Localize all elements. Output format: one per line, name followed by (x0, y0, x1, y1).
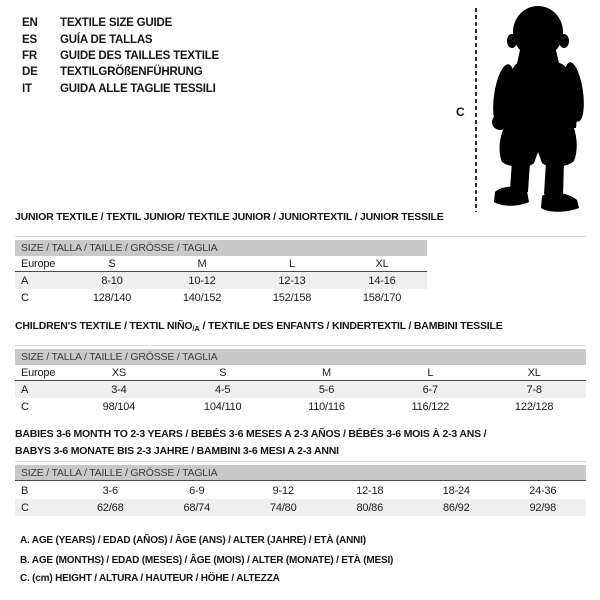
size-header-cell: L (378, 365, 482, 381)
language-row-es (22, 31, 219, 47)
value-cell: 9-12 (272, 484, 294, 497)
value-cell: 74/80 (240, 499, 327, 516)
value-cell: 14-16 (337, 272, 427, 290)
babies-title-line1: BABIES 3-6 MONTH TO 2-3 YEARS / BEBÉS 3-6 MESES A 2-3 AÑOS / BÉBÉS 3-6 MOIS À 2-3 ANS / (15, 428, 487, 440)
footnote-age-years: A. AGE (YEARS) / EDAD (AÑOS) / ÂGE (ANS) / ALTER (JAHRE) / ETÀ (ANNI) (20, 535, 366, 546)
language-code: EN (22, 17, 38, 30)
junior-height-row (15, 289, 427, 306)
size-header-cell: XS (67, 365, 171, 381)
value-cell: 110/116 (308, 400, 345, 413)
value-cell: 116/122 (411, 400, 450, 413)
value-cell: 7-8 (482, 381, 586, 399)
value-cell: 92/98 (500, 499, 587, 516)
value-cell: 152/158 (272, 291, 312, 304)
language-label: TEXTILE SIZE GUIDE (60, 17, 173, 30)
value-cell: 10-12 (157, 272, 247, 290)
babies-size-table (15, 482, 586, 516)
row-label-cell: A (15, 381, 67, 399)
height-measure-dashed-line (475, 8, 477, 212)
value-cell: 18-24 (442, 484, 470, 497)
value-cell: 104/110 (203, 400, 242, 413)
junior-age-row (15, 272, 427, 290)
value-cell: 122/128 (514, 400, 554, 413)
region-header-cell: Europe (15, 365, 67, 381)
children-height-row (15, 398, 586, 415)
language-row-de (22, 64, 219, 80)
row-label-cell: C (21, 400, 29, 413)
children-title-subscript: /A (192, 324, 200, 333)
value-cell: 128/140 (92, 291, 132, 304)
children-age-row (15, 381, 586, 399)
value-cell: 12-18 (356, 484, 384, 497)
children-size-table (15, 365, 586, 415)
value-cell: 62/68 (67, 499, 154, 516)
children-column-header-row (15, 365, 586, 381)
value-cell: 6-7 (378, 381, 482, 399)
language-label: TEXTILGRÖßENFÜHRUNG (60, 66, 203, 79)
language-code: FR (22, 49, 37, 62)
value-cell: 24-36 (529, 484, 557, 497)
children-title-post: / TEXTILE DES ENFANTS / KINDERTEXTIL / BAMBINI TESSILE (199, 320, 503, 332)
size-header-bar-children: SIZE / TALLA / TAILLE / GRÖSSE / TAGLIA (15, 349, 586, 365)
size-header-cell: M (157, 256, 247, 272)
babies-height-row (15, 499, 586, 516)
baby-silhouette-icon (482, 4, 594, 212)
size-header-cell: L (247, 256, 337, 272)
footnote-height-cm: C. (cm) HEIGHT / ALTURA / HAUTEUR / HÖHE / ALTEZZA (20, 573, 280, 584)
language-label: GUIDE DES TAILLES TEXTILE (60, 49, 219, 62)
section-title-junior: JUNIOR TEXTILE / TEXTIL JUNIOR/ TEXTILE JUNIOR / JUNIORTEXTIL / JUNIOR TESSILE (15, 211, 444, 223)
value-cell: 5-6 (275, 381, 379, 399)
section-title-children (15, 318, 503, 337)
divider-line (15, 345, 586, 346)
language-row-en (22, 15, 219, 31)
region-header-cell: Europe (15, 256, 67, 272)
row-label-cell: C (21, 291, 29, 304)
height-marker-label: C (456, 105, 465, 119)
value-cell: 86/92 (413, 499, 500, 516)
size-header-cell: S (67, 256, 157, 272)
language-label: GUÍA DE TALLAS (60, 33, 153, 46)
language-code: IT (22, 82, 32, 95)
value-cell: 80/86 (327, 499, 414, 516)
junior-size-table (15, 256, 427, 306)
size-header-cell: XL (482, 365, 586, 381)
language-row-it (22, 81, 219, 97)
junior-column-header-row (15, 256, 427, 272)
divider-line (15, 461, 586, 462)
value-cell: 6-9 (189, 484, 205, 497)
footnote-age-months: B. AGE (MONTHS) / EDAD (MESES) / ÂGE (MOIS) / ALTER (MONATE) / ETÀ (MESI) (20, 555, 394, 566)
size-header-bar-babies: SIZE / TALLA / TAILLE / GRÖSSE / TAGLIA (15, 465, 586, 481)
language-row-fr (22, 48, 219, 64)
value-cell: 140/152 (182, 291, 222, 304)
babies-months-row (15, 482, 586, 499)
value-cell: 8-10 (67, 272, 157, 290)
value-cell: 68/74 (154, 499, 241, 516)
value-cell: 3-6 (102, 484, 118, 497)
language-code: ES (22, 33, 37, 46)
value-cell: 12-13 (247, 272, 337, 290)
value-cell: 4-5 (171, 381, 275, 399)
value-cell: 3-4 (67, 381, 171, 399)
language-label: GUIDA ALLE TAGLIE TESSILI (60, 82, 216, 95)
children-title-pre: CHILDREN'S TEXTILE / TEXTIL NIÑO (15, 320, 193, 332)
row-label-cell: A (15, 272, 67, 290)
language-code: DE (22, 66, 38, 79)
row-label-cell: C (15, 499, 67, 516)
value-cell: 158/170 (362, 291, 402, 304)
section-title-babies (15, 426, 486, 460)
language-list (22, 15, 219, 97)
babies-title-line2: BABYS 3-6 MONATE BIS 2-3 JAHRE / BAMBINI 3-6 MESI A 2-3 ANNI (15, 445, 339, 457)
value-cell: 98/104 (102, 400, 136, 413)
divider-line (15, 236, 586, 237)
row-label-cell: B (21, 484, 29, 497)
size-header-cell: S (171, 365, 275, 381)
size-header-cell: XL (337, 256, 427, 272)
size-header-cell: M (275, 365, 379, 381)
size-header-bar-junior: SIZE / TALLA / TAILLE / GRÖSSE / TAGLIA (15, 240, 427, 256)
